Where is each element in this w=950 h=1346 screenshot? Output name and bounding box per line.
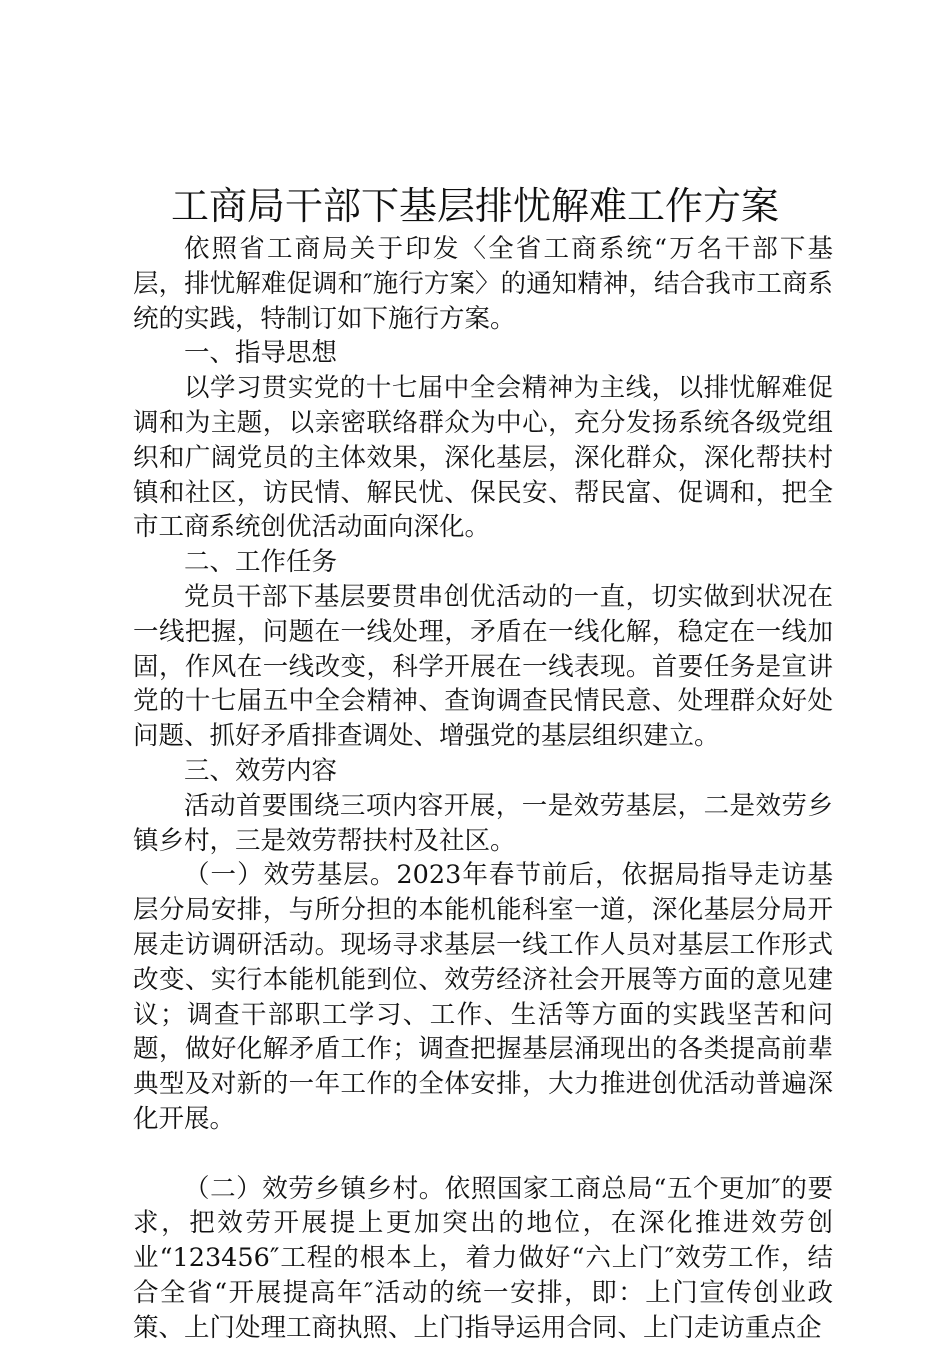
section-heading-guiding-ideology: 一、指导思想 [184, 338, 338, 369]
section-heading-service-content: 三、效劳内容 [184, 755, 338, 786]
work-tasks-paragraph: 党员干部下基层要贯串创优活动的一直，切实做到状况在一线把握，问题在一线处理，矛盾在一线化解，稳定在一线加固，作风在一线改变，科学开展在一线表现。首要任务是宣讲党的十七届五中全会精神、查询调查民情民意、处理群众好处问题、抓好矛盾排查调处、增强党的基层组织建立。 [133, 581, 833, 752]
document-body [133, 232, 833, 1346]
guiding-ideology-paragraph: 以学习贯实党的十七届中全会精神为主线，以排忧解难促调和为主题，以亲密联络群众为中心，充分发扬系统各级党组织和广阔党员的主体效果，深化基层，深化群众，深化帮扶村镇和社区，访民情、解民忧、保民安、帮民富、促调和，把全市工商系统创优活动面向深化。 [133, 373, 833, 543]
service-content-paragraph: 活动首要围绕三项内容开展，一是效劳基层，二是效劳乡镇乡村，三是效劳帮扶村及社区。 [133, 790, 833, 856]
service-grassroots-paragraph: （一）效劳基层。2023年春节前后，依据局指导走访基层分局安排，与所分担的本能机能科室一道，深化基层分局开展走访调研活动。现场寻求基层一线工作人员对基层工作形式改变、实行本能机能到位、效劳经济社会开展等方面的意见建议；调查干部职工学习、工作、生活等方面的实践坚苦和问题，做好化解矛盾工作；调查把握基层涌现出的各类提高前辈典型及对新的一年工作的全体安排，大力推进创优活动普遍深化开展。 [133, 860, 833, 1134]
intro-paragraph: 依照省工商局关于印发〈全省工商系统“万名干部下基层，排忧解难促调和″施行方案〉的通知精神，结合我市工商系统的实践，特制订如下施行方案。 [133, 234, 833, 334]
document-title: 工商局干部下基层排忧解难工作方案 [170, 184, 779, 228]
section-heading-work-tasks: 二、工作任务 [184, 547, 338, 578]
service-townships-paragraph: （二）效劳乡镇乡村。依照国家工商总局“五个更加″的要求，把效劳开展提上更加突出的地位，在深化推进效劳创业“123456″工程的根本上，着力做好“六上门″效劳工作，结合全省“开展提高年″活动的统一安排，即：上门宣传创业政策、上门处理工商执照、上门指导运用合同、上门走访重点企 [133, 1173, 833, 1343]
